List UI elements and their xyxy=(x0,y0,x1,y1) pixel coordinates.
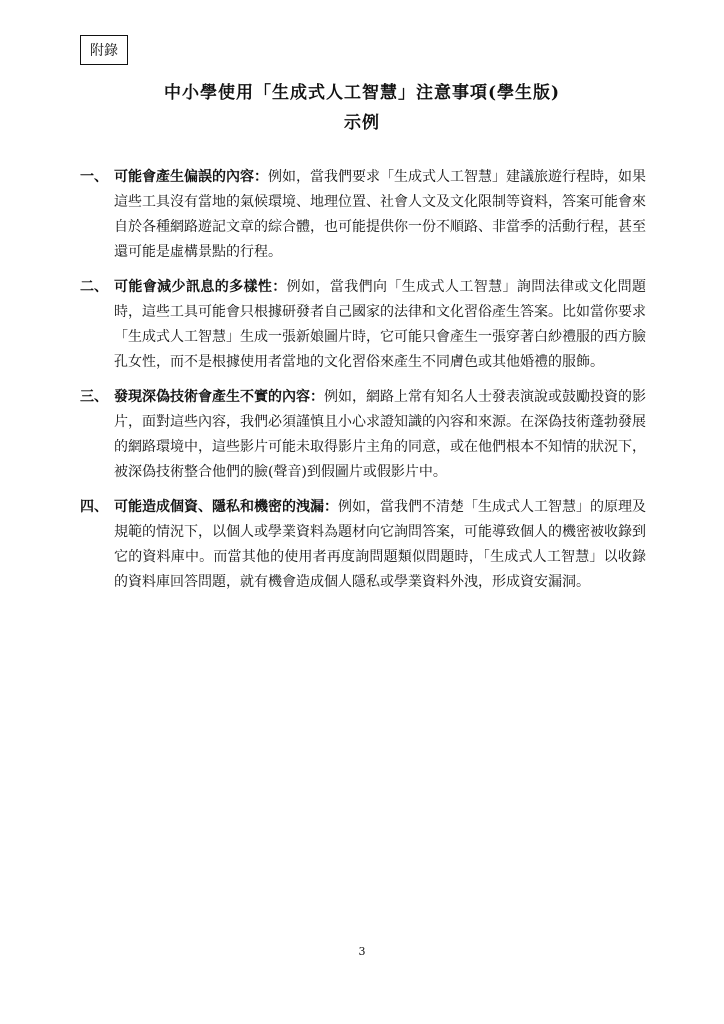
document-title: 中小學使用「生成式人工智慧」注意事項(學生版) xyxy=(163,83,561,103)
item-marker: 四、 xyxy=(80,499,108,515)
item-heading: 可能造成個資、隱私和機密的洩漏： xyxy=(114,499,338,515)
item-body: 例如，網路上常有知名人士發表演說或鼓勵投資的影片，面對這些內容，我們必須謹慎且小心求證知識的內容和來源。在深偽技術蓬勃發展的網路環境中，這些影片可能未取得影片主角的同意，或在他們根本不知情的狀況下，被深偽技術整合他們的臉(聲音)到假圖片或假影片中。 xyxy=(114,389,646,480)
notice-item xyxy=(80,275,646,375)
item-body: 例如，當我們向「生成式人工智慧」詢問法律或文化問題時，這些工具可能會只根據研發者自己國家的法律和文化習俗產生答案。比如當你要求「生成式人工智慧」生成一張新娘圖片時，它可能只會產生一張穿著白紗禮服的西方臉孔女性，而不是根據使用者當地的文化習俗來產生不同膚色或其他婚禮的服飾。 xyxy=(114,279,647,370)
item-heading: 可能會產生偏誤的內容： xyxy=(114,169,268,185)
item-body: 例如，當我們要求「生成式人工智慧」建議旅遊行程時，如果這些工具沒有當地的氣候環境、地理位置、社會人文及文化限制等資料，答案可能會來自於各種網路遊記文章的綜合體，也可能提供你一份不順路、非當季的活動行程，甚至還可能是虛構景點的行程。 xyxy=(114,169,646,260)
notice-item xyxy=(80,385,646,485)
item-marker: 二、 xyxy=(80,279,108,295)
item-body: 例如，當我們不清楚「生成式人工智慧」的原理及規範的情況下，以個人或學業資料為題材向它詢問答案，可能導致個人的機密被收錄到它的資料庫中。而當其他的使用者再度詢問題類似問題時，「生成式人工智慧」以收錄的資料庫回答問題，就有機會造成個人隱私或學業資料外洩，形成資安漏洞。 xyxy=(114,499,646,590)
item-heading: 發現深偽技術會產生不實的內容： xyxy=(114,389,324,405)
notice-item xyxy=(80,495,646,595)
page-number: 3 xyxy=(358,945,366,958)
item-marker: 一、 xyxy=(80,169,108,185)
item-heading: 可能會減少訊息的多樣性： xyxy=(114,279,287,295)
document-subtitle: 示例 xyxy=(344,113,380,133)
appendix-label: 附錄 xyxy=(80,35,128,65)
notice-list xyxy=(80,165,646,605)
item-marker: 三、 xyxy=(80,389,108,405)
notice-item xyxy=(80,165,646,265)
